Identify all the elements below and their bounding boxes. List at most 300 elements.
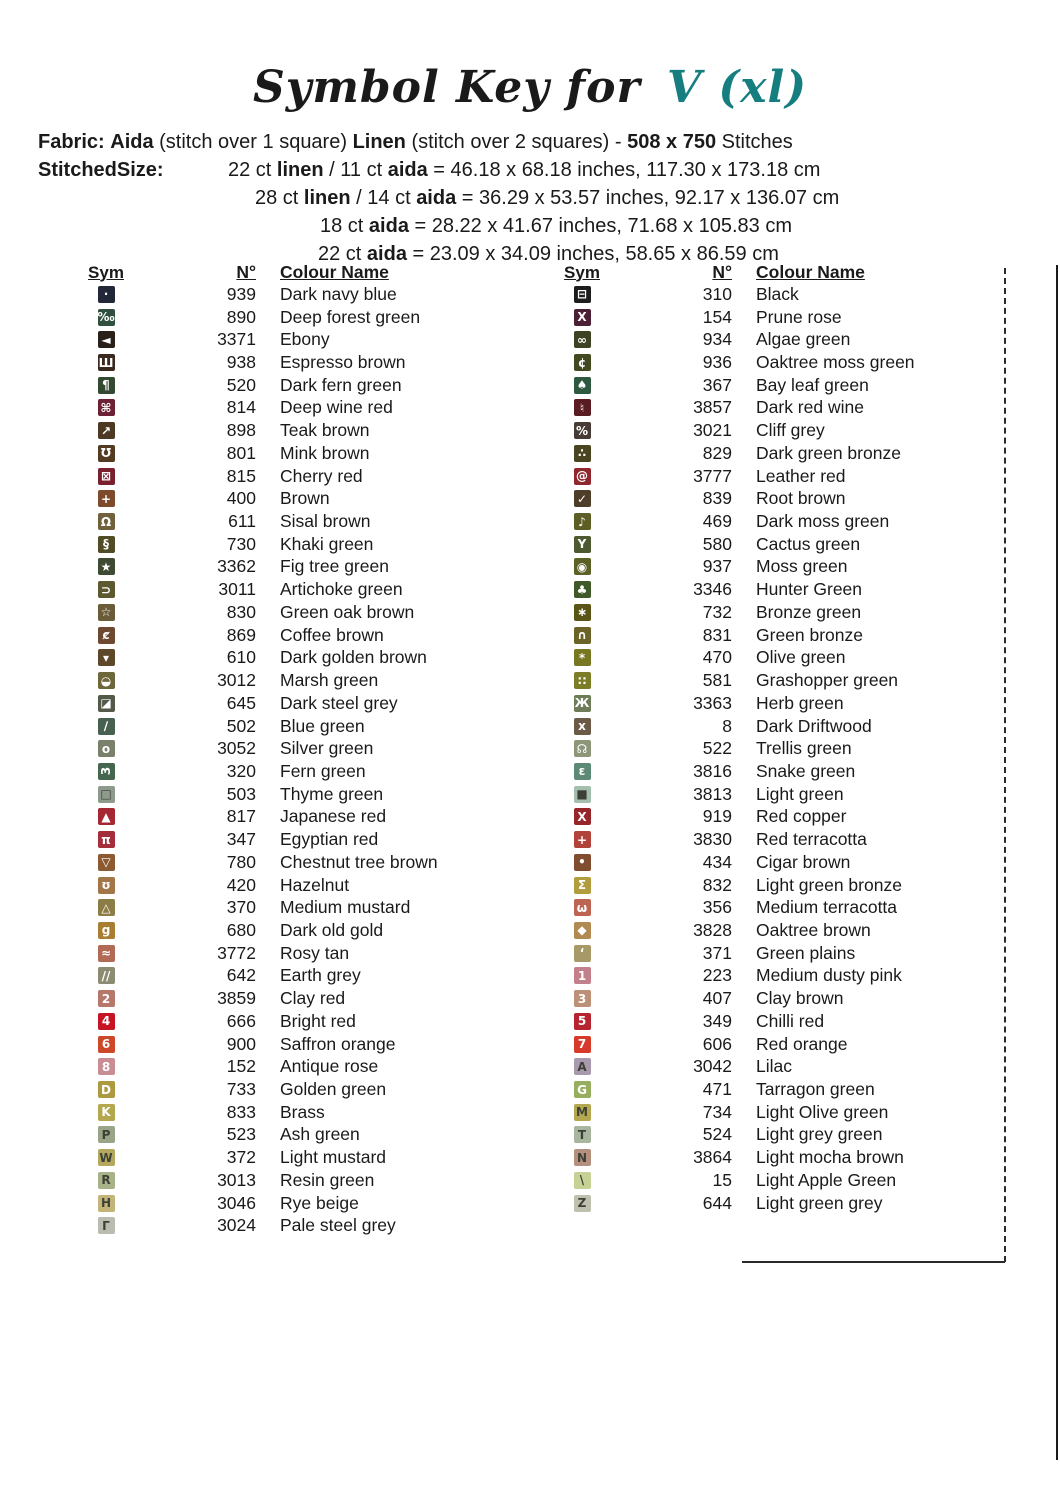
page-title-prefix: Symbol Key for: [252, 62, 641, 113]
colour-name: Chestnut tree brown: [280, 851, 438, 872]
header-number: N°: [236, 262, 256, 282]
column-header-row: [560, 262, 1012, 283]
symbol-swatch: [98, 354, 115, 371]
thread-number: 610: [226, 647, 256, 668]
table-row: [560, 1010, 1012, 1033]
symbol-glyph: T: [577, 1127, 587, 1142]
symbol-swatch: [98, 922, 115, 939]
symbol-swatch: [574, 558, 591, 575]
thread-number: 801: [226, 442, 256, 463]
symbol-swatch: [98, 786, 115, 803]
table-row: [84, 1055, 534, 1078]
symbol-glyph: x: [578, 719, 586, 734]
symbol-swatch: [574, 649, 591, 666]
thread-number: 817: [226, 806, 256, 827]
symbol-swatch: [574, 1013, 591, 1030]
symbol-glyph: Ʊ: [100, 446, 112, 461]
symbol-swatch: [98, 604, 115, 621]
colour-name: Saffron orange: [280, 1033, 396, 1054]
thread-number: 3813: [693, 783, 732, 804]
text-segment: 22 ct: [228, 159, 277, 181]
colour-name: Bronze green: [756, 601, 862, 622]
table-row: [84, 556, 534, 579]
colour-name: Oaktree brown: [756, 919, 871, 940]
table-row: [84, 1146, 534, 1169]
symbol-glyph: Z: [577, 1196, 587, 1211]
colour-name: Grashopper green: [756, 670, 899, 691]
symbol-glyph: □: [100, 787, 112, 802]
symbol-swatch: [98, 1217, 115, 1234]
thread-number: 900: [226, 1033, 256, 1054]
thread-number: 780: [226, 851, 256, 872]
fabric-info: [38, 128, 839, 268]
symbol-swatch: [574, 672, 591, 689]
thread-number: 154: [702, 306, 732, 327]
colour-name: Prune rose: [756, 306, 842, 327]
symbol-glyph: %: [575, 423, 589, 438]
thread-number: 830: [226, 601, 256, 622]
symbol-swatch: [98, 740, 115, 757]
colour-name: Clay red: [280, 988, 346, 1009]
colour-name: Oaktree moss green: [756, 352, 915, 373]
symbol-glyph: ·: [103, 287, 109, 302]
symbol-swatch: [574, 286, 591, 303]
symbol-swatch: [574, 1036, 591, 1053]
colour-name: Japanese red: [280, 806, 387, 827]
colour-name: Fern green: [280, 760, 366, 781]
thread-number: 642: [226, 965, 256, 986]
colour-name: Green bronze: [756, 624, 864, 645]
text-segment: 28 ct: [255, 187, 304, 209]
text-segment: 22 ct: [318, 243, 367, 265]
thread-number: 400: [226, 488, 256, 509]
thread-number: 223: [702, 965, 732, 986]
symbol-swatch: [98, 1058, 115, 1075]
thread-number: 523: [226, 1124, 256, 1145]
stitched-size-line-3: [320, 212, 839, 240]
colour-name: Green oak brown: [280, 601, 415, 622]
colour-name: Black: [756, 283, 799, 304]
symbol-glyph: ◄: [101, 332, 111, 347]
symbol-swatch: [574, 990, 591, 1007]
colour-name: Golden green: [280, 1079, 387, 1100]
symbol-glyph: ∴: [577, 446, 587, 461]
table-row: [84, 397, 534, 420]
colour-name: Mink brown: [280, 442, 370, 463]
symbol-glyph: ♮: [579, 400, 585, 415]
table-row: [560, 942, 1012, 965]
symbol-glyph: ▾: [102, 650, 110, 665]
thread-number: 934: [702, 329, 732, 350]
thread-number: 3864: [693, 1147, 732, 1168]
colour-name: Silver green: [280, 738, 374, 759]
text-segment: Fabric:: [38, 131, 105, 153]
colour-name: Hazelnut: [280, 874, 350, 895]
symbol-swatch: [574, 1081, 591, 1098]
thread-number: 310: [702, 283, 732, 304]
symbol-glyph: ▽: [101, 855, 111, 870]
thread-number: 367: [702, 374, 732, 395]
thread-number: 469: [702, 511, 732, 532]
symbol-glyph: ✓: [576, 491, 588, 506]
table-row: [560, 533, 1012, 556]
table-row: [560, 578, 1012, 601]
symbol-glyph: ʊ: [101, 878, 111, 893]
symbol-glyph: R: [101, 1173, 111, 1188]
thread-number: 730: [226, 533, 256, 554]
symbol-swatch: [574, 1195, 591, 1212]
table-row: [84, 624, 534, 647]
colour-name: Green plains: [756, 942, 856, 963]
symbol-swatch: [574, 1172, 591, 1189]
table-row: [560, 806, 1012, 829]
symbol-key-table: [84, 262, 1012, 1237]
stitched-size-line-1: [38, 156, 839, 184]
table-row: [84, 965, 534, 988]
table-row: [84, 487, 534, 510]
thread-number: 3777: [693, 465, 732, 486]
symbol-swatch: [574, 740, 591, 757]
symbol-glyph: ■: [576, 787, 588, 802]
thread-number: 890: [226, 306, 256, 327]
thread-number: 320: [226, 760, 256, 781]
colour-name: Artichoke green: [280, 579, 403, 600]
colour-name: Clay brown: [756, 988, 844, 1009]
symbol-swatch: [98, 1149, 115, 1166]
colour-name: Deep wine red: [280, 397, 393, 418]
text-segment: Aida: [110, 131, 154, 153]
table-row: [560, 419, 1012, 442]
thread-number: 666: [226, 1010, 256, 1031]
colour-name: Bright red: [280, 1010, 356, 1031]
symbol-glyph: ∷: [577, 673, 587, 688]
thread-number: 370: [226, 897, 256, 918]
symbol-swatch: [574, 718, 591, 735]
text-segment: = 46.18 x 68.18 inches, 117.30 x 173.18 cm: [427, 159, 821, 181]
table-row: [560, 1124, 1012, 1147]
table-row: [84, 1033, 534, 1056]
colour-name: Pale steel grey: [280, 1215, 396, 1236]
symbol-glyph: π: [101, 832, 111, 847]
symbol-glyph: //: [101, 968, 111, 983]
table-row: [560, 1078, 1012, 1101]
symbol-glyph: ◪: [100, 696, 112, 711]
table-row: [560, 624, 1012, 647]
symbol-glyph: X: [577, 310, 587, 325]
table-row: [560, 1192, 1012, 1215]
thread-number: 839: [702, 488, 732, 509]
thread-number: 3042: [693, 1056, 732, 1077]
symbol-glyph: 1: [577, 968, 587, 983]
symbol-swatch: [574, 786, 591, 803]
thread-number: 3052: [217, 738, 256, 759]
thread-number: 470: [702, 647, 732, 668]
thread-number: 734: [702, 1101, 732, 1122]
symbol-swatch: [98, 1172, 115, 1189]
thread-number: 919: [702, 806, 732, 827]
text-segment: / 14 ct: [350, 187, 417, 209]
symbol-glyph: @: [576, 469, 588, 484]
table-row: [560, 328, 1012, 351]
table-row: [84, 760, 534, 783]
colour-name: Light green: [756, 783, 844, 804]
symbol-glyph: ◆: [577, 923, 587, 938]
table-row: [560, 601, 1012, 624]
text-segment: Linen: [352, 131, 406, 153]
thread-number: 3830: [693, 829, 732, 850]
table-row: [560, 1055, 1012, 1078]
table-row: [84, 465, 534, 488]
symbol-swatch: [574, 877, 591, 894]
colour-name: Coffee brown: [280, 624, 384, 645]
table-row: [84, 828, 534, 851]
symbol-glyph: 6: [101, 1037, 111, 1052]
thread-number: 3772: [217, 942, 256, 963]
text-segment: aida: [366, 243, 407, 265]
table-row: [84, 942, 534, 965]
table-row: [560, 874, 1012, 897]
table-row: [84, 328, 534, 351]
colour-name: Cigar brown: [756, 851, 851, 872]
colour-name: Egyptian red: [280, 829, 379, 850]
table-bottom-border: [742, 1261, 1005, 1263]
table-row: [560, 692, 1012, 715]
thread-number: 580: [702, 533, 732, 554]
symbol-swatch: [574, 1104, 591, 1121]
text-segment: linen: [303, 187, 351, 209]
colour-name: Light Apple Green: [756, 1169, 897, 1190]
symbol-swatch: [98, 854, 115, 871]
symbol-glyph: ⊠: [100, 469, 112, 484]
thread-number: 3012: [217, 670, 256, 691]
colour-name: Light green bronze: [756, 874, 902, 895]
symbol-swatch: [98, 649, 115, 666]
symbol-glyph: ▲: [101, 809, 111, 824]
symbol-swatch: [574, 831, 591, 848]
table-row: [84, 374, 534, 397]
symbol-glyph: H: [100, 1196, 112, 1211]
colour-name: Dark red wine: [756, 397, 864, 418]
symbol-glyph: +: [576, 832, 588, 847]
thread-number: 831: [702, 624, 732, 645]
colour-name: Lilac: [756, 1056, 792, 1077]
symbol-swatch: [98, 1104, 115, 1121]
symbol-glyph: Γ: [102, 1218, 110, 1233]
symbol-swatch: [574, 922, 591, 939]
symbol-swatch: [98, 990, 115, 1007]
table-row: [84, 737, 534, 760]
colour-name: Rye beige: [280, 1192, 359, 1213]
thread-number: 3857: [693, 397, 732, 418]
symbol-swatch: [574, 967, 591, 984]
thread-number: 3346: [693, 579, 732, 600]
symbol-swatch: [98, 808, 115, 825]
symbol-glyph: A: [577, 1059, 587, 1074]
colour-name: Red copper: [756, 806, 847, 827]
symbol-glyph: 7: [577, 1037, 587, 1052]
symbol-glyph: 5: [577, 1014, 587, 1029]
colour-name: Light mocha brown: [756, 1147, 904, 1168]
colour-name: Dark fern green: [280, 374, 402, 395]
symbol-swatch: [574, 899, 591, 916]
symbol-glyph: ◒: [100, 673, 112, 688]
symbol-glyph: ♪: [578, 514, 586, 529]
table-row: [84, 874, 534, 897]
header-sym: Sym: [564, 262, 600, 282]
table-row: [560, 556, 1012, 579]
text-segment: linen: [276, 159, 324, 181]
colour-name: Trellis green: [756, 738, 852, 759]
thread-number: 581: [702, 670, 732, 691]
symbol-glyph: ⌘: [100, 400, 112, 415]
symbol-glyph: ∞: [577, 332, 587, 347]
colour-name: Light green grey: [756, 1192, 883, 1213]
text-segment: aida: [368, 215, 409, 237]
table-row: [560, 397, 1012, 420]
table-row: [84, 419, 534, 442]
thread-number: 371: [702, 942, 732, 963]
colour-name: Ebony: [280, 329, 330, 350]
thread-number: 829: [702, 442, 732, 463]
symbol-swatch: [98, 536, 115, 553]
thread-number: 937: [702, 556, 732, 577]
thread-number: 938: [226, 352, 256, 373]
thread-number: 732: [702, 601, 732, 622]
symbol-swatch: [574, 468, 591, 485]
symbol-glyph: ⊃: [100, 582, 112, 597]
text-segment: = 36.29 x 53.57 inches, 92.17 x 136.07 cm: [456, 187, 840, 209]
thread-number: 3011: [218, 579, 256, 600]
text-segment: / 11 ct: [323, 159, 388, 181]
header-number: N°: [712, 262, 732, 282]
thread-number: 8: [722, 715, 732, 736]
table-row: [560, 919, 1012, 942]
table-row: [84, 306, 534, 329]
thread-number: 3363: [693, 692, 732, 713]
table-row: [560, 828, 1012, 851]
table-row: [560, 987, 1012, 1010]
table-row: [84, 351, 534, 374]
symbol-glyph: 2: [101, 991, 111, 1006]
stitched-size-line-2: [255, 184, 839, 212]
symbol-swatch: [98, 468, 115, 485]
thread-number: 606: [702, 1033, 732, 1054]
symbol-swatch: [574, 513, 591, 530]
symbol-swatch: [98, 1126, 115, 1143]
table-row: [560, 374, 1012, 397]
symbol-swatch: [574, 945, 591, 962]
colour-name: Leather red: [756, 465, 846, 486]
symbol-swatch: [574, 1058, 591, 1075]
colour-name: Light mustard: [280, 1147, 387, 1168]
thread-number: 503: [226, 783, 256, 804]
symbol-swatch: [98, 513, 115, 530]
thread-number: 471: [702, 1079, 732, 1100]
table-row: [84, 715, 534, 738]
symbol-swatch: [98, 309, 115, 326]
colour-name: Moss green: [756, 556, 848, 577]
symbol-swatch: [98, 718, 115, 735]
thread-number: 3371: [217, 329, 256, 350]
symbol-swatch: [98, 490, 115, 507]
symbol-column-left: [84, 262, 534, 1237]
symbol-glyph: ☆: [100, 605, 112, 620]
symbol-glyph: ♣: [576, 582, 588, 597]
colour-name: Red terracotta: [756, 829, 867, 850]
symbol-glyph: *: [578, 650, 586, 665]
table-row: [84, 692, 534, 715]
table-row: [560, 487, 1012, 510]
text-segment: 508 x 750: [627, 131, 717, 153]
table-row: [560, 851, 1012, 874]
symbol-glyph: D: [101, 1082, 111, 1097]
symbol-swatch: [98, 695, 115, 712]
table-row: [84, 987, 534, 1010]
table-row: [84, 1010, 534, 1033]
symbol-glyph: N: [576, 1150, 588, 1165]
symbol-glyph: M: [576, 1105, 588, 1120]
symbol-glyph: Σ: [577, 878, 587, 893]
table-row: [560, 1169, 1012, 1192]
symbol-glyph: ‘: [579, 946, 585, 961]
colour-name: Ash green: [280, 1124, 360, 1145]
symbol-glyph: ‰: [97, 310, 115, 325]
colour-name: Medium terracotta: [756, 897, 898, 918]
symbol-glyph: ⊟: [576, 287, 588, 302]
text-segment: Stitches: [716, 131, 793, 153]
symbol-glyph: ★: [100, 559, 112, 574]
header-sym: Sym: [88, 262, 124, 282]
symbol-glyph: o: [101, 741, 111, 756]
thread-number: 645: [226, 692, 256, 713]
symbol-swatch: [98, 967, 115, 984]
symbol-swatch: [98, 627, 115, 644]
colour-name: Earth grey: [280, 965, 361, 986]
symbol-swatch: [98, 558, 115, 575]
table-row: [560, 306, 1012, 329]
symbol-glyph: ∗: [576, 605, 588, 620]
stitched-size-label: StitchedSize:: [38, 159, 164, 181]
symbol-swatch: [98, 1081, 115, 1098]
thread-number: 3362: [217, 556, 256, 577]
thread-number: 3013: [217, 1169, 256, 1190]
symbol-glyph: K: [101, 1105, 111, 1120]
table-row: [560, 669, 1012, 692]
table-row: [84, 806, 534, 829]
thread-number: 15: [712, 1169, 732, 1190]
colour-name: Teak brown: [280, 420, 370, 441]
symbol-glyph: ≈: [100, 946, 112, 961]
symbol-glyph: X: [577, 809, 587, 824]
header-colour-name: Colour Name: [280, 262, 389, 282]
text-segment: aida: [387, 159, 428, 181]
table-row: [84, 851, 534, 874]
pattern-name: V (xl): [666, 62, 808, 113]
symbol-glyph: Ж: [574, 696, 590, 711]
colour-name: Dark golden brown: [280, 647, 427, 668]
colour-name: Medium dusty pink: [756, 965, 902, 986]
thread-number: 3021: [693, 420, 732, 441]
table-row: [560, 737, 1012, 760]
symbol-glyph: Ш: [98, 355, 114, 370]
colour-name: Marsh green: [280, 670, 379, 691]
page-title: [0, 62, 1060, 113]
table-row: [84, 1192, 534, 1215]
colour-name: Light grey green: [756, 1124, 883, 1145]
column-header-row: [84, 262, 534, 283]
colour-name: Thyme green: [280, 783, 384, 804]
symbol-column-right: [560, 262, 1012, 1237]
